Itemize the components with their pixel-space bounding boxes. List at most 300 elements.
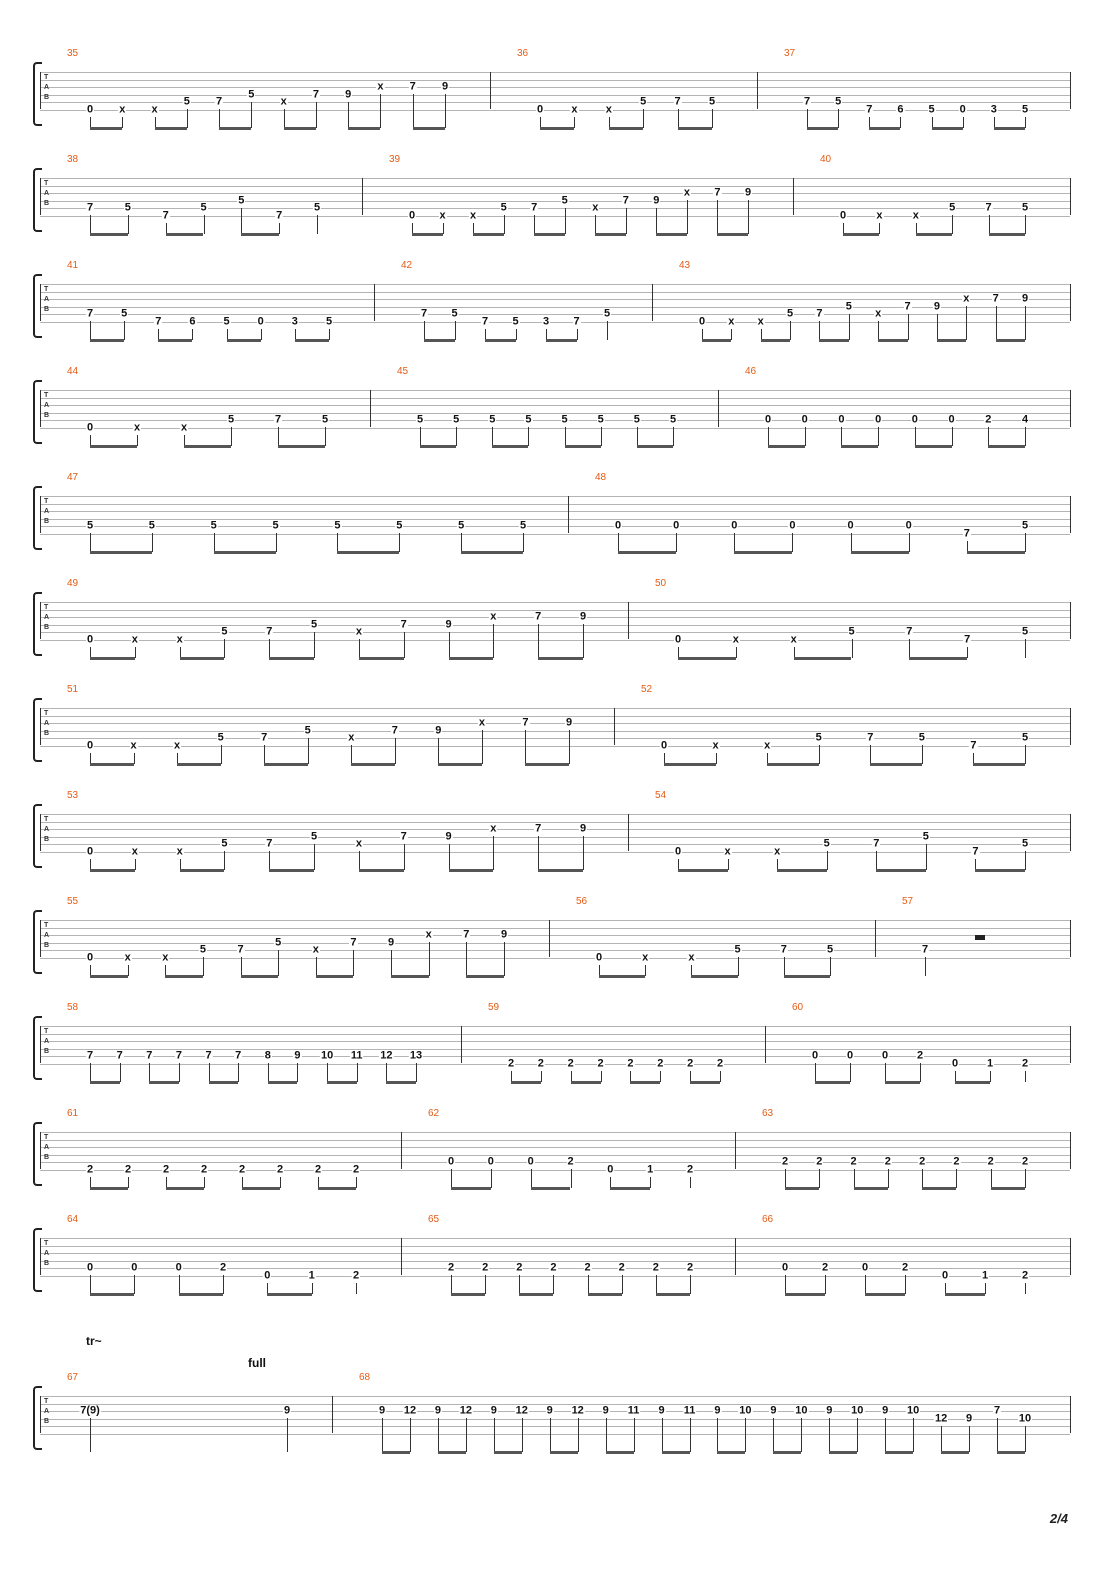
- fret-number: x: [355, 625, 362, 638]
- tab-clef: [44, 815, 49, 845]
- fret-number: 2: [987, 1155, 994, 1168]
- note-stem: [656, 1275, 657, 1294]
- note-stem: [269, 851, 270, 870]
- fret-number: x: [119, 103, 126, 115]
- note-stem: [424, 321, 425, 340]
- note-stem: [90, 1063, 91, 1082]
- fret-number: 7: [714, 186, 721, 199]
- fret-number: 0: [861, 1261, 869, 1274]
- note-stem: [687, 200, 688, 234]
- fret-number: 9: [294, 1049, 301, 1062]
- beam: [227, 339, 261, 342]
- note-stem: [455, 321, 456, 340]
- fret-number: 7: [622, 194, 629, 206]
- fret-number: 5: [227, 413, 235, 426]
- note-stem: [456, 427, 457, 446]
- note-stem: [790, 321, 791, 340]
- beam: [734, 551, 792, 554]
- fret-number: 0: [951, 1057, 959, 1069]
- fret-number: x: [642, 951, 649, 963]
- fret-number: 9: [441, 80, 449, 93]
- fret-number: 7: [155, 315, 162, 327]
- note-stem: [885, 1418, 886, 1452]
- beam: [90, 339, 124, 342]
- fret-number: 5: [1021, 837, 1029, 850]
- measure-number: 54: [655, 790, 667, 801]
- note-stem: [909, 639, 910, 658]
- fret-number: 7: [86, 1049, 94, 1062]
- note-stem: [516, 329, 517, 341]
- fret-number: 2: [482, 1261, 489, 1274]
- note-stem: [445, 94, 446, 128]
- fret-number: 5: [451, 307, 458, 320]
- beam: [773, 1451, 801, 1454]
- beam: [351, 763, 395, 766]
- fret-number: 7: [350, 936, 357, 948]
- tab-clef-letter: T: [44, 498, 49, 505]
- fret-number: x: [162, 951, 169, 963]
- note-stem: [179, 1063, 180, 1082]
- fret-number: 0: [839, 209, 847, 221]
- note-stem: [410, 1418, 411, 1452]
- fret-number: 2: [781, 1155, 789, 1168]
- fret-number: 5: [823, 837, 830, 850]
- tab-clef-letter: A: [44, 1144, 50, 1151]
- fret-number: x: [876, 209, 883, 221]
- barline: [652, 284, 653, 321]
- measure-number: 52: [641, 684, 653, 695]
- beam: [876, 869, 926, 872]
- note-stem: [261, 329, 262, 341]
- fret-number: 5: [275, 936, 282, 948]
- beam: [382, 1451, 410, 1454]
- fret-number: 5: [313, 201, 321, 214]
- tab-clef-letter: T: [44, 1134, 49, 1141]
- beam: [90, 975, 128, 978]
- fret-number: 5: [248, 88, 255, 100]
- fret-number: 7: [481, 315, 489, 327]
- fret-number: 5: [826, 943, 834, 956]
- fret-number: 5: [603, 307, 611, 320]
- beam: [451, 1293, 485, 1296]
- note-stem: [607, 321, 608, 340]
- beam: [166, 1187, 204, 1190]
- measure-number: 65: [428, 1214, 440, 1225]
- note-stem: [380, 94, 381, 128]
- measure-number: 45: [397, 366, 409, 377]
- note-stem: [449, 844, 450, 871]
- beam: [717, 233, 748, 236]
- note-stem: [90, 533, 91, 552]
- barline: [549, 920, 550, 957]
- fret-number: x: [592, 201, 599, 214]
- fret-number: 0: [781, 1261, 789, 1274]
- beam: [155, 127, 187, 130]
- fret-number: 9: [445, 830, 452, 842]
- note-stem: [922, 745, 923, 764]
- tab-clef-letter: A: [44, 1408, 50, 1415]
- note-stem: [528, 427, 529, 446]
- note-stem: [909, 533, 910, 552]
- fret-number: 5: [1021, 201, 1029, 214]
- fret-number: 2: [516, 1261, 523, 1274]
- measure-number: 53: [67, 790, 79, 801]
- note-stem: [420, 427, 421, 446]
- note-stem: [348, 102, 349, 129]
- barline: [1070, 284, 1071, 321]
- note-stem: [1025, 1426, 1026, 1453]
- fret-number: x: [683, 186, 690, 199]
- tab-clef-letter: A: [44, 190, 50, 197]
- fret-number: 7: [146, 1049, 153, 1062]
- beam: [359, 869, 404, 872]
- barline: [490, 72, 491, 109]
- note-stem: [967, 647, 968, 659]
- barline: [1070, 72, 1071, 109]
- beam: [916, 233, 952, 236]
- note-stem: [1025, 533, 1026, 552]
- note-stem: [908, 314, 909, 341]
- beam: [264, 763, 308, 766]
- fret-number: 5: [561, 194, 568, 206]
- note-stem: [317, 215, 318, 234]
- fret-number: 9: [579, 822, 587, 835]
- measure-number: 40: [820, 154, 832, 165]
- fret-number: 7: [391, 724, 398, 736]
- fret-number: 7: [312, 88, 319, 100]
- fret-number: 7: [162, 209, 169, 221]
- beam: [975, 869, 1025, 872]
- system-start-line: [40, 814, 41, 851]
- fret-number: 5: [221, 625, 228, 638]
- beam: [90, 1293, 134, 1296]
- tab-clef-letter: B: [44, 730, 50, 737]
- beam: [664, 763, 716, 766]
- tab-clef-letter: A: [44, 84, 50, 91]
- tab-clef-letter: B: [44, 94, 50, 101]
- measure-number: 39: [389, 154, 401, 165]
- note-stem: [327, 1063, 328, 1082]
- beam: [449, 869, 494, 872]
- fret-number: 9: [658, 1404, 665, 1417]
- beam: [90, 1081, 120, 1084]
- beam: [717, 1451, 745, 1454]
- beam: [165, 975, 203, 978]
- note-stem: [122, 117, 123, 129]
- note-stem: [785, 1169, 786, 1188]
- beam: [449, 657, 494, 660]
- fret-number: 1: [308, 1269, 315, 1281]
- note-stem: [522, 1418, 523, 1452]
- beam: [819, 339, 848, 342]
- barline: [401, 1238, 402, 1275]
- fret-number: 3: [542, 315, 550, 327]
- fret-number: 5: [597, 413, 604, 426]
- note-stem: [413, 94, 414, 128]
- barline: [1070, 602, 1071, 639]
- fret-number: 7: [674, 95, 681, 108]
- note-stem: [878, 321, 879, 340]
- fret-number: 7: [522, 716, 529, 729]
- fret-number: 5: [199, 943, 206, 956]
- trill-marking: tr~: [86, 1334, 102, 1348]
- fret-number: 7(9): [80, 1404, 100, 1417]
- beam: [945, 1293, 985, 1296]
- fret-number: 5: [633, 413, 640, 426]
- fret-number: 5: [525, 413, 532, 426]
- fret-number: 5: [121, 307, 128, 320]
- beam: [595, 233, 626, 236]
- note-stem: [429, 942, 430, 976]
- note-stem: [124, 321, 125, 340]
- fret-number: 7: [400, 618, 407, 630]
- note-stem: [325, 427, 326, 446]
- fret-number: 0: [86, 1261, 94, 1274]
- note-stem: [716, 753, 717, 765]
- note-stem: [857, 1418, 858, 1452]
- beam: [177, 763, 221, 766]
- note-stem: [482, 730, 483, 764]
- fret-number: 5: [489, 413, 496, 426]
- note-stem: [276, 533, 277, 552]
- note-stem: [941, 1426, 942, 1453]
- beam: [932, 127, 963, 130]
- measure-number: 61: [67, 1108, 79, 1119]
- fret-number: 5: [311, 618, 318, 630]
- fret-number: 2: [352, 1163, 360, 1175]
- fret-number: 2: [1021, 1269, 1029, 1281]
- fret-number: 0: [846, 1049, 854, 1062]
- note-stem: [937, 314, 938, 341]
- fret-number: 0: [801, 413, 808, 426]
- fret-number: 5: [453, 413, 460, 426]
- beam: [630, 1081, 660, 1084]
- note-stem: [991, 1169, 992, 1188]
- note-stem: [451, 1169, 452, 1188]
- tab-clef: [44, 1133, 49, 1163]
- note-stem: [204, 1177, 205, 1189]
- fret-number: x: [490, 822, 497, 835]
- note-stem: [438, 1418, 439, 1452]
- beam: [180, 869, 225, 872]
- note-stem: [359, 639, 360, 658]
- fret-number: 2: [821, 1261, 829, 1274]
- fret-number: 13: [409, 1049, 423, 1062]
- note-stem: [90, 215, 91, 234]
- fret-number: 0: [86, 845, 94, 857]
- note-stem: [637, 427, 638, 446]
- fret-number: 5: [1021, 625, 1029, 638]
- fret-number: 0: [811, 1049, 819, 1062]
- beam: [90, 869, 135, 872]
- fret-number: 5: [272, 519, 279, 532]
- fret-number: 2: [550, 1261, 557, 1274]
- note-stem: [1025, 427, 1026, 446]
- fret-number: 9: [933, 300, 940, 312]
- tab-clef-letter: B: [44, 1418, 50, 1425]
- fret-number: 0: [175, 1261, 182, 1274]
- fret-number: 5: [640, 95, 647, 108]
- fret-number: x: [439, 209, 446, 221]
- fret-number: 2: [537, 1057, 544, 1069]
- note-stem: [849, 314, 850, 341]
- note-stem: [204, 215, 205, 234]
- beam: [538, 657, 583, 660]
- note-stem: [650, 1177, 651, 1189]
- beam: [391, 975, 429, 978]
- fret-number: 6: [897, 103, 904, 115]
- fret-number: 7: [993, 1404, 1001, 1417]
- note-stem: [316, 102, 317, 129]
- beam: [295, 339, 329, 342]
- measure-number: 51: [67, 684, 79, 695]
- note-stem: [135, 859, 136, 871]
- note-stem: [577, 329, 578, 341]
- fret-number: x: [312, 943, 319, 956]
- note-stem: [662, 1418, 663, 1452]
- fret-number: 0: [257, 315, 264, 327]
- fret-number: 5: [325, 315, 333, 327]
- fret-number: x: [774, 845, 781, 857]
- fret-number: 7: [964, 633, 971, 645]
- beam: [90, 763, 134, 766]
- beam: [438, 1451, 466, 1454]
- measure-number: 62: [428, 1108, 440, 1119]
- note-stem: [329, 329, 330, 341]
- fret-number: 9: [579, 610, 587, 623]
- fret-number: 9: [345, 88, 352, 100]
- note-stem: [852, 639, 853, 658]
- note-stem: [966, 306, 967, 340]
- beam: [485, 339, 516, 342]
- fret-number: 7: [873, 837, 880, 850]
- fret-number: 5: [1021, 103, 1029, 115]
- beam: [519, 1293, 553, 1296]
- measure-number: 57: [902, 896, 914, 907]
- fret-number: 0: [838, 413, 845, 426]
- beam: [609, 127, 643, 130]
- fret-number: 2: [219, 1261, 227, 1274]
- beam: [420, 445, 456, 448]
- system-start-line: [40, 1238, 41, 1275]
- fret-number: 5: [1021, 731, 1029, 744]
- beam: [588, 1293, 622, 1296]
- beam: [90, 445, 137, 448]
- note-stem: [251, 102, 252, 129]
- fret-number: 5: [1021, 519, 1029, 532]
- note-stem: [645, 965, 646, 977]
- fret-number: 9: [435, 724, 442, 736]
- tab-clef: [44, 497, 49, 527]
- fret-number: 5: [238, 194, 245, 206]
- fret-number: 5: [124, 201, 131, 214]
- tab-clef: [44, 1239, 49, 1269]
- fret-number: 0: [86, 951, 94, 963]
- fret-number: 7: [274, 413, 282, 426]
- note-stem: [466, 942, 467, 976]
- fret-number: 5: [396, 519, 403, 532]
- barline: [614, 708, 615, 745]
- fret-number: 5: [787, 307, 794, 320]
- note-stem: [905, 1275, 906, 1294]
- beam: [767, 763, 819, 766]
- note-stem: [574, 117, 575, 129]
- beam: [973, 763, 1025, 766]
- note-stem: [827, 851, 828, 870]
- fret-number: 0: [674, 845, 682, 857]
- note-stem: [690, 1275, 691, 1294]
- note-stem: [268, 1063, 269, 1082]
- fret-number: x: [790, 633, 797, 645]
- note-stem: [241, 957, 242, 976]
- tab-clef-letter: T: [44, 286, 49, 293]
- note-stem: [819, 1169, 820, 1188]
- fret-number: 12: [403, 1404, 417, 1417]
- fret-number: x: [757, 315, 764, 327]
- fret-number: 2: [162, 1163, 170, 1175]
- note-stem: [356, 1283, 357, 1295]
- note-stem: [523, 533, 524, 552]
- fret-number: 10: [739, 1404, 752, 1417]
- note-stem: [925, 957, 926, 976]
- bend-full-label: full: [248, 1356, 266, 1370]
- measure-number: 63: [762, 1108, 774, 1119]
- note-stem: [128, 1177, 129, 1189]
- note-stem: [192, 329, 193, 341]
- measure-number: 42: [401, 260, 413, 271]
- beam: [678, 869, 728, 872]
- fret-number: 0: [881, 1049, 889, 1062]
- fret-number: 0: [698, 315, 706, 327]
- barline: [735, 1238, 736, 1275]
- fret-number: 7: [866, 103, 873, 115]
- fret-number: x: [875, 307, 882, 320]
- tab-clef: [44, 1027, 49, 1057]
- system-start-line: [40, 72, 41, 109]
- beam: [461, 551, 523, 554]
- tab-clef-letter: B: [44, 1154, 50, 1161]
- beam: [991, 1187, 1025, 1190]
- fret-number: 5: [561, 413, 568, 426]
- beam: [865, 1293, 905, 1296]
- fret-number: 0: [487, 1155, 494, 1168]
- fret-number: 2: [657, 1057, 664, 1069]
- beam: [610, 1187, 650, 1190]
- note-stem: [269, 639, 270, 658]
- tab-clef: [44, 603, 49, 633]
- beam: [618, 551, 676, 554]
- measure-number: 68: [359, 1372, 371, 1383]
- fret-number: 2: [597, 1057, 604, 1069]
- fret-number: 2: [916, 1049, 924, 1062]
- fret-number: 11: [683, 1404, 696, 1417]
- beam: [473, 233, 504, 236]
- note-stem: [622, 1275, 623, 1294]
- beam: [538, 869, 583, 872]
- note-stem: [337, 533, 338, 552]
- beam: [885, 1081, 920, 1084]
- fret-number: 5: [223, 315, 230, 327]
- measure-number: 36: [517, 48, 529, 59]
- note-stem: [382, 1418, 383, 1452]
- note-stem: [920, 1063, 921, 1082]
- tab-clef-letter: T: [44, 1398, 49, 1405]
- beam: [794, 657, 852, 660]
- tab-staff-lines: [40, 1130, 1070, 1170]
- fret-number: x: [571, 103, 578, 115]
- note-stem: [913, 1418, 914, 1452]
- fret-number: 2: [686, 1261, 694, 1274]
